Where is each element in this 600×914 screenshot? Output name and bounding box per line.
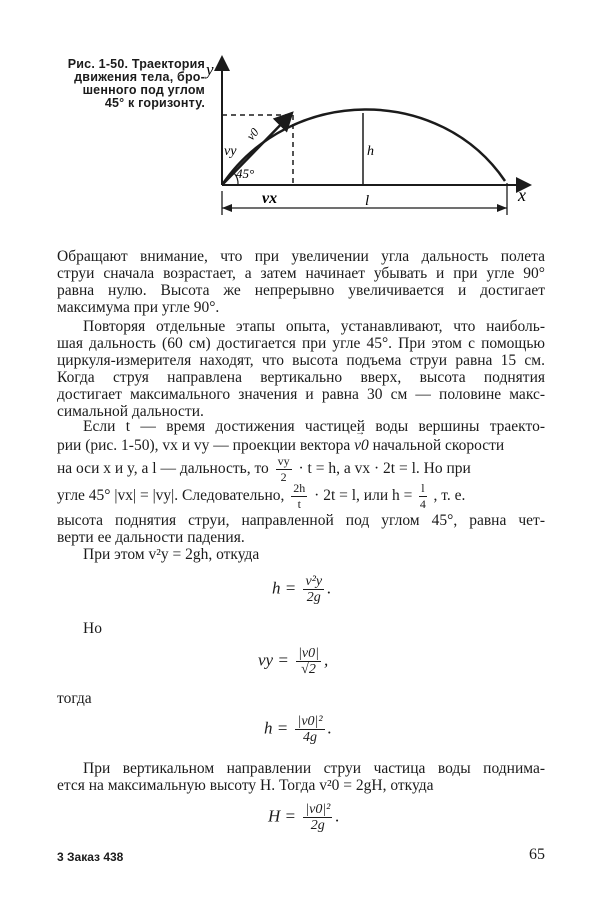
text-line-fraction bbox=[57, 481, 465, 512]
caption-line: 45° к горизонту. bbox=[104, 96, 205, 110]
equation-lhs: h = bbox=[264, 718, 289, 738]
text-fragment: · t = h, а vx · 2t = l. Но при bbox=[298, 460, 471, 478]
text-line: Обращают внимание, что при увеличении угла дальность полета bbox=[57, 248, 545, 265]
fraction-denominator: 4 bbox=[419, 497, 426, 511]
l-label: l bbox=[365, 193, 370, 209]
text-line: шая дальность (60 см) достигается при угле 45°. При этом с помощью bbox=[57, 335, 545, 352]
fraction-denominator: 2 bbox=[280, 470, 287, 484]
h-label: h bbox=[367, 144, 374, 159]
equation-lhs: H = bbox=[268, 806, 296, 826]
text-fragment: , т. е. bbox=[433, 487, 466, 505]
trajectory-figure bbox=[200, 55, 545, 225]
paragraph-4: При этом v²y = 2gh, откуда bbox=[83, 546, 260, 563]
fraction-numerator: v²y bbox=[305, 574, 323, 589]
fraction-numerator: l bbox=[421, 481, 425, 495]
v0-label: v0 bbox=[243, 125, 262, 143]
text-line: циркуля-измерителя находят, что высота подъема струи равна 15 см. bbox=[57, 352, 545, 369]
fraction-denominator: 2g bbox=[306, 590, 321, 605]
text-fragment: угле 45° |vx| = |vy|. Следовательно, bbox=[57, 487, 285, 505]
fraction bbox=[291, 481, 307, 512]
text-line: высота поднятия струи, направленной под углом 45°, равна чет- bbox=[57, 512, 545, 529]
paragraph-5 bbox=[57, 760, 545, 794]
equation-2 bbox=[258, 646, 328, 677]
range-arrow-right bbox=[497, 204, 507, 212]
fraction bbox=[303, 574, 324, 605]
caption-line: шенного под углом bbox=[82, 83, 205, 97]
equation-lhs: vy = bbox=[258, 650, 289, 670]
equation-4 bbox=[268, 802, 340, 833]
page-number: 65 bbox=[529, 846, 545, 863]
text-line: струи сначала возрастает, а затем начинает убывать и при угле 90° bbox=[57, 265, 545, 282]
equation-tail: , bbox=[323, 650, 329, 670]
word-togda: тогда bbox=[57, 690, 92, 707]
text-line: Повторяя отдельные этапы опыта, устанавливают, что наиболь- bbox=[83, 318, 545, 335]
fraction-numerator: |v0|² bbox=[297, 714, 323, 729]
text-line: Когда струя направлена вертикально вверх, высота поднятия bbox=[57, 369, 545, 386]
paragraph-1 bbox=[57, 248, 545, 316]
text-line-vector bbox=[57, 437, 545, 455]
text-line: достигает максимального значения и равна 30 см — половине макс- bbox=[57, 386, 545, 403]
text-line: ется на максимальную высоту H. Тогда v²0 = 2gH, откуда bbox=[57, 777, 434, 794]
equation-lhs: h = bbox=[272, 578, 297, 598]
fraction bbox=[296, 646, 321, 677]
text-line: максимума при угле 90°. bbox=[57, 299, 220, 316]
text-line: симальной дальности. bbox=[57, 403, 204, 420]
paragraph-3 bbox=[57, 418, 545, 435]
vy-label: vy bbox=[224, 144, 237, 159]
fraction-denominator: t bbox=[297, 497, 301, 511]
fraction-numerator: vy bbox=[277, 454, 290, 468]
fraction-denominator: √2 bbox=[301, 662, 316, 677]
text-fragment: рии (рис. 1-50), vx и vy — проекции вектора bbox=[57, 437, 351, 454]
text-line: При вертикальном направлении струи частица воды поднима- bbox=[83, 760, 545, 777]
text-fragment: на оси x и y, а l — дальность, то bbox=[57, 460, 269, 478]
fraction-denominator: 2g bbox=[310, 818, 325, 833]
caption-line: движения тела, бро- bbox=[74, 70, 205, 84]
equation-tail: . bbox=[335, 806, 340, 826]
text-fragment: · 2t = l, или h = bbox=[314, 487, 413, 505]
y-axis-label: y bbox=[206, 60, 214, 79]
angle-label: 45° bbox=[236, 166, 255, 181]
text-fragment: начальной скорости bbox=[372, 437, 505, 454]
fraction-denominator: 4g bbox=[303, 730, 318, 745]
vector-symbol: → v0 bbox=[354, 437, 369, 455]
fraction bbox=[303, 802, 332, 833]
equation-1 bbox=[272, 574, 331, 605]
fraction bbox=[419, 481, 426, 512]
paragraph-2 bbox=[57, 318, 545, 420]
text-line: верти ее дальности падения. bbox=[57, 529, 245, 546]
fraction-numerator: 2h bbox=[293, 481, 306, 495]
fraction-numerator: |v0| bbox=[298, 646, 319, 661]
text-line: Если t — время достижения частицей воды вершины траекто- bbox=[83, 418, 545, 435]
printer-signature: 3 Заказ 438 bbox=[57, 850, 124, 864]
equation-tail: . bbox=[327, 578, 332, 598]
fraction bbox=[295, 714, 324, 745]
equation-tail: . bbox=[327, 718, 332, 738]
equation-3 bbox=[264, 714, 332, 745]
figure-caption bbox=[57, 58, 205, 110]
caption-line: Рис. 1-50. Траектория bbox=[67, 57, 205, 71]
paragraph-3-tail bbox=[57, 512, 545, 546]
x-axis-label: x bbox=[518, 185, 526, 205]
fraction-numerator: |v0|² bbox=[305, 802, 331, 817]
text-line: равна нулю. Высота же непрерывно увеличивается и достигает bbox=[57, 282, 545, 299]
word-no: Но bbox=[83, 620, 102, 637]
range-arrow-left bbox=[222, 204, 232, 212]
vx-label: vx bbox=[262, 190, 278, 207]
